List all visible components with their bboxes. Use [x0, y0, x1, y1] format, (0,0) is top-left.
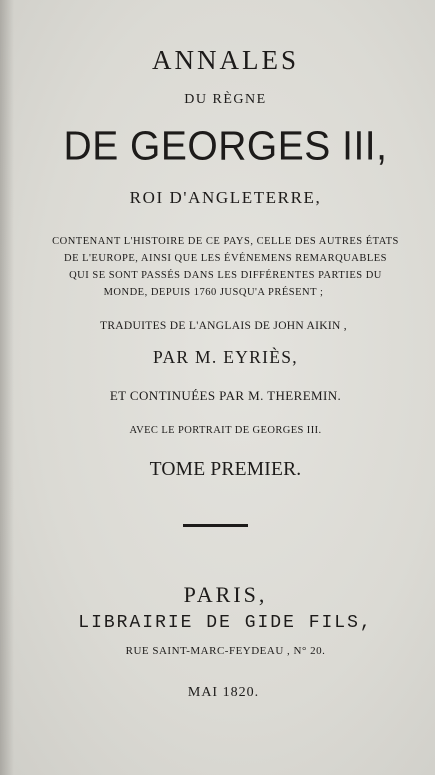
- title-georges-iii: DE GEORGES III,: [63, 123, 388, 170]
- imprint-city: PARIS,: [183, 582, 268, 607]
- description-line: MONDE, DEPUIS 1760 JUSQU'A PRÉSENT ;: [103, 287, 324, 298]
- translator-credit: TRADUITES DE L'ANGLAIS DE JOHN AIKIN ,: [100, 320, 347, 332]
- description-line: CONTENANT L'HISTOIRE DE CE PAYS, CELLE DES AUTRES ÉTATS: [52, 236, 399, 247]
- description-line: QUI SE SONT PASSÉS DANS LES DIFFÉRENTES PARTIES DU: [69, 270, 382, 281]
- translator-name: PAR M. EYRIÈS,: [153, 347, 298, 367]
- divider-rule: [183, 524, 248, 527]
- title-du-regne: DU RÈGNE: [184, 92, 267, 107]
- continuation-credit: ET CONTINUÉES PAR M. THEREMIN.: [109, 388, 342, 403]
- title-roi-angleterre: ROI D'ANGLETERRE,: [129, 188, 322, 207]
- title-annales: ANNALES: [152, 45, 299, 75]
- imprint-date: MAI 1820.: [187, 685, 260, 700]
- imprint-address: RUE SAINT-MARC-FEYDEAU , N° 20.: [125, 645, 326, 657]
- description-line: DE L'EUROPE, AINSI QUE LES ÉVÉNEMENS REMARQUABLES: [63, 253, 388, 264]
- portrait-note: AVEC LE PORTRAIT DE GEORGES III.: [129, 425, 322, 436]
- imprint-publisher: LIBRAIRIE DE GIDE FILS,: [78, 613, 373, 633]
- volume-label: TOME PREMIER.: [149, 459, 302, 480]
